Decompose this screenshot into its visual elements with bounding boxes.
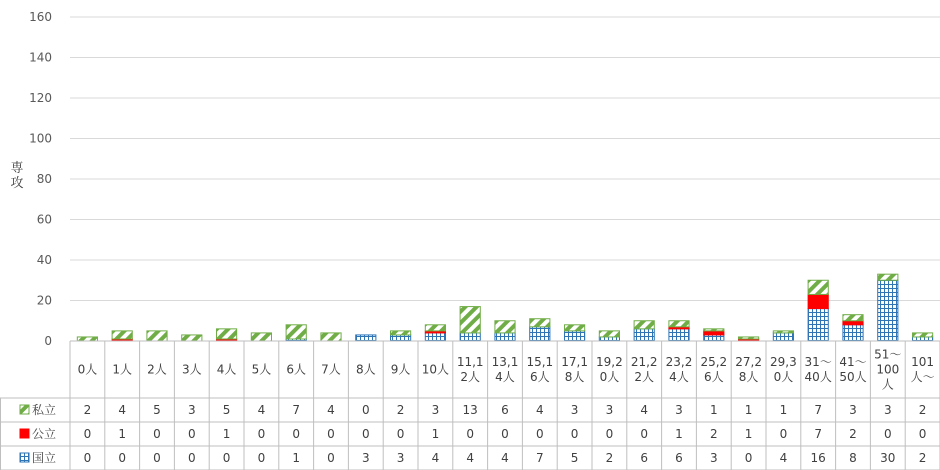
x-category-label: 8人 bbox=[355, 362, 376, 377]
table-cell-value: 7 bbox=[292, 403, 301, 417]
y-tick-label: 160 bbox=[29, 10, 52, 24]
y-tick-label: 40 bbox=[36, 253, 52, 267]
bar-segment-private bbox=[321, 333, 341, 341]
bar-segment-national bbox=[808, 309, 828, 341]
table-cell-value: 3 bbox=[396, 451, 405, 465]
table-cell-value: 5 bbox=[570, 451, 579, 465]
table-cell-value: 0 bbox=[222, 451, 231, 465]
table-cell-value: 0 bbox=[118, 451, 127, 465]
legend-key-public bbox=[20, 429, 29, 438]
x-category-label: 9人 bbox=[390, 362, 411, 377]
table-cell-value: 2 bbox=[849, 427, 857, 441]
bar-segment-private bbox=[182, 335, 202, 341]
bar-segment-private bbox=[251, 333, 271, 341]
bar-segment-national bbox=[565, 331, 585, 341]
bar-segment-national bbox=[913, 337, 933, 341]
bar-segment-national bbox=[773, 333, 793, 341]
table-cell-value: 2 bbox=[83, 403, 92, 417]
bar-segment-private bbox=[286, 325, 306, 339]
table-cell-value: 2 bbox=[396, 403, 405, 417]
table-cell-value: 0 bbox=[605, 427, 614, 441]
table-cell-value: 30 bbox=[880, 451, 896, 465]
x-category-label: 2人 bbox=[147, 362, 167, 377]
table-cell-value: 3 bbox=[849, 403, 857, 417]
table-cell-value: 0 bbox=[570, 427, 579, 441]
table-cell-value: 0 bbox=[292, 427, 301, 441]
legend-key-private bbox=[20, 405, 29, 414]
bar-segment-private bbox=[495, 321, 515, 333]
table-cell-value: 7 bbox=[535, 451, 544, 465]
bar-segment-private bbox=[634, 321, 654, 329]
table-cell-value: 2 bbox=[918, 451, 927, 465]
bar-segment-national bbox=[425, 333, 445, 341]
x-category-label: 23,2 4人 bbox=[665, 355, 693, 384]
table-cell-value: 3 bbox=[361, 451, 370, 465]
table-cell-value: 4 bbox=[779, 451, 788, 465]
table-cell-value: 1 bbox=[431, 427, 440, 441]
table-cell-value: 4 bbox=[431, 451, 440, 465]
table-cell-value: 0 bbox=[153, 427, 161, 441]
bar-segment-private bbox=[913, 333, 933, 337]
table-cell-value: 1 bbox=[118, 427, 127, 441]
bar-segment-private bbox=[217, 329, 237, 339]
table-cell-value: 4 bbox=[327, 403, 335, 417]
table-cell-value: 2 bbox=[605, 451, 614, 465]
table-cell-value: 0 bbox=[327, 451, 335, 465]
table-cell-value: 0 bbox=[361, 403, 370, 417]
table-cell-value: 5 bbox=[222, 403, 231, 417]
bar-segment-private bbox=[773, 331, 793, 333]
table-cell-value: 0 bbox=[257, 451, 266, 465]
x-category-label: 10人 bbox=[421, 362, 450, 377]
x-category-label: 25,2 6人 bbox=[700, 355, 728, 384]
table-cell-value: 16 bbox=[810, 451, 826, 465]
legend-key-national bbox=[20, 453, 29, 462]
x-category-label: 21,2 2人 bbox=[630, 355, 658, 384]
table-cell-value: 0 bbox=[187, 427, 196, 441]
x-category-label: 51～ 100 人 bbox=[874, 347, 902, 392]
y-tick-label: 80 bbox=[36, 172, 52, 186]
table-cell-value: 0 bbox=[535, 427, 544, 441]
x-category-label: 3人 bbox=[181, 362, 202, 377]
table-cell-value: 0 bbox=[187, 451, 196, 465]
x-category-label: 4人 bbox=[216, 362, 237, 377]
table-cell-value: 0 bbox=[744, 451, 753, 465]
table-cell-value: 7 bbox=[814, 427, 823, 441]
x-category-label: 7人 bbox=[321, 362, 341, 377]
bar-segment-private bbox=[77, 337, 97, 341]
x-category-label: 1人 bbox=[112, 362, 133, 377]
bar-segment-national bbox=[704, 335, 724, 341]
bar-segment-private bbox=[704, 329, 724, 331]
y-tick-label: 120 bbox=[29, 91, 52, 105]
x-category-label: 31～ 40人 bbox=[804, 355, 832, 384]
table-cell-value: 1 bbox=[744, 427, 753, 441]
table-cell-value: 0 bbox=[396, 427, 405, 441]
table-cell-value: 6 bbox=[675, 451, 683, 465]
table-cell-value: 8 bbox=[849, 451, 857, 465]
bar-segment-private bbox=[565, 325, 585, 331]
table-cell-value: 0 bbox=[327, 427, 335, 441]
x-category-label: 17,1 8人 bbox=[561, 355, 588, 384]
x-category-label: 19,2 0人 bbox=[596, 355, 623, 384]
table-cell-value: 1 bbox=[675, 427, 683, 441]
x-category-label: 15,1 6人 bbox=[526, 355, 554, 384]
table-cell-value: 0 bbox=[640, 427, 649, 441]
table-cell-value: 6 bbox=[640, 451, 649, 465]
table-cell-value: 6 bbox=[501, 403, 509, 417]
table-cell-value: 0 bbox=[466, 427, 475, 441]
bar-segment-national bbox=[599, 337, 619, 341]
x-category-label: 5人 bbox=[251, 362, 272, 377]
table-cell-value: 0 bbox=[883, 427, 892, 441]
y-tick-label: 100 bbox=[29, 131, 52, 146]
bar-segment-national bbox=[530, 327, 550, 341]
bar-segment-public bbox=[843, 321, 863, 325]
table-cell-value: 2 bbox=[918, 403, 927, 417]
legend-label: 国立 bbox=[32, 451, 57, 465]
bar-segment-national bbox=[391, 335, 411, 341]
bar-segment-private bbox=[599, 331, 619, 337]
x-category-label: 29,3 0人 bbox=[770, 355, 797, 384]
bar-segment-private bbox=[808, 280, 828, 294]
table-cell-value: 4 bbox=[640, 403, 649, 417]
x-category-label: 13,1 4人 bbox=[491, 355, 519, 384]
y-axis-title: 専攻 bbox=[10, 161, 24, 191]
legend-label: 公立 bbox=[32, 427, 57, 441]
bar-segment-private bbox=[147, 331, 167, 341]
table-cell-value: 3 bbox=[187, 403, 196, 417]
x-category-label: 11,1 2人 bbox=[456, 355, 484, 384]
legend-label: 私立 bbox=[32, 403, 57, 417]
table-cell-value: 0 bbox=[83, 451, 92, 465]
x-category-label: 41～ 50人 bbox=[839, 355, 867, 384]
table-cell-value: 3 bbox=[883, 403, 892, 417]
table-cell-value: 0 bbox=[361, 427, 370, 441]
table-cell-value: 1 bbox=[744, 403, 753, 417]
table-cell-value: 1 bbox=[709, 403, 718, 417]
table-cell-value: 3 bbox=[605, 403, 614, 417]
bar-segment-national bbox=[843, 325, 863, 341]
bar-segment-private bbox=[391, 331, 411, 335]
bar-segment-national bbox=[356, 335, 376, 341]
table-cell-value: 4 bbox=[257, 403, 266, 417]
y-tick-label: 0 bbox=[44, 334, 52, 348]
bar-segment-national bbox=[460, 333, 480, 341]
bar-segment-national bbox=[669, 329, 689, 341]
table-cell-value: 0 bbox=[918, 427, 927, 441]
table-cell-value: 0 bbox=[501, 427, 509, 441]
table-cell-value: 0 bbox=[153, 451, 161, 465]
x-category-label: 6人 bbox=[286, 362, 307, 377]
table-cell-value: 1 bbox=[292, 451, 301, 465]
bar-segment-private bbox=[739, 337, 759, 339]
y-tick-label: 20 bbox=[36, 293, 52, 308]
bar-segment-public bbox=[704, 331, 724, 335]
table-cell-value: 3 bbox=[431, 403, 440, 417]
table-cell-value: 1 bbox=[779, 403, 788, 417]
table-cell-value: 5 bbox=[153, 403, 161, 417]
table-cell-value: 4 bbox=[118, 403, 127, 417]
bar-segment-private bbox=[112, 331, 132, 339]
bar-segment-public bbox=[808, 294, 828, 308]
table-cell-value: 7 bbox=[814, 403, 823, 417]
bar-segment-private bbox=[878, 274, 898, 280]
x-category-label: 27,2 8人 bbox=[735, 355, 762, 384]
table-cell-value: 0 bbox=[779, 427, 788, 441]
table-cell-value: 4 bbox=[501, 451, 509, 465]
y-tick-label: 140 bbox=[29, 50, 52, 65]
bar-segment-national bbox=[495, 333, 515, 341]
table-cell-value: 1 bbox=[222, 427, 231, 441]
bar-segment-private bbox=[843, 315, 863, 321]
bar-segment-private bbox=[460, 307, 480, 333]
bar-segment-private bbox=[669, 321, 689, 327]
table-cell-value: 3 bbox=[570, 403, 579, 417]
table-cell-value: 13 bbox=[462, 403, 478, 417]
table-cell-value: 4 bbox=[466, 451, 475, 465]
table-cell-value: 3 bbox=[675, 403, 683, 417]
x-category-label: 101 人～ bbox=[910, 355, 935, 384]
table-cell-value: 0 bbox=[257, 427, 266, 441]
bar-segment-national bbox=[878, 280, 898, 341]
table-cell-value: 0 bbox=[83, 427, 92, 441]
table-cell-value: 2 bbox=[709, 427, 718, 441]
bar-segment-private bbox=[530, 319, 550, 327]
table-cell-value: 4 bbox=[535, 403, 544, 417]
x-category-label: 0人 bbox=[77, 362, 98, 377]
y-tick-label: 60 bbox=[36, 212, 52, 227]
table-cell-value: 3 bbox=[709, 451, 718, 465]
bar-segment-national bbox=[634, 329, 654, 341]
bar-segment-private bbox=[425, 325, 445, 331]
